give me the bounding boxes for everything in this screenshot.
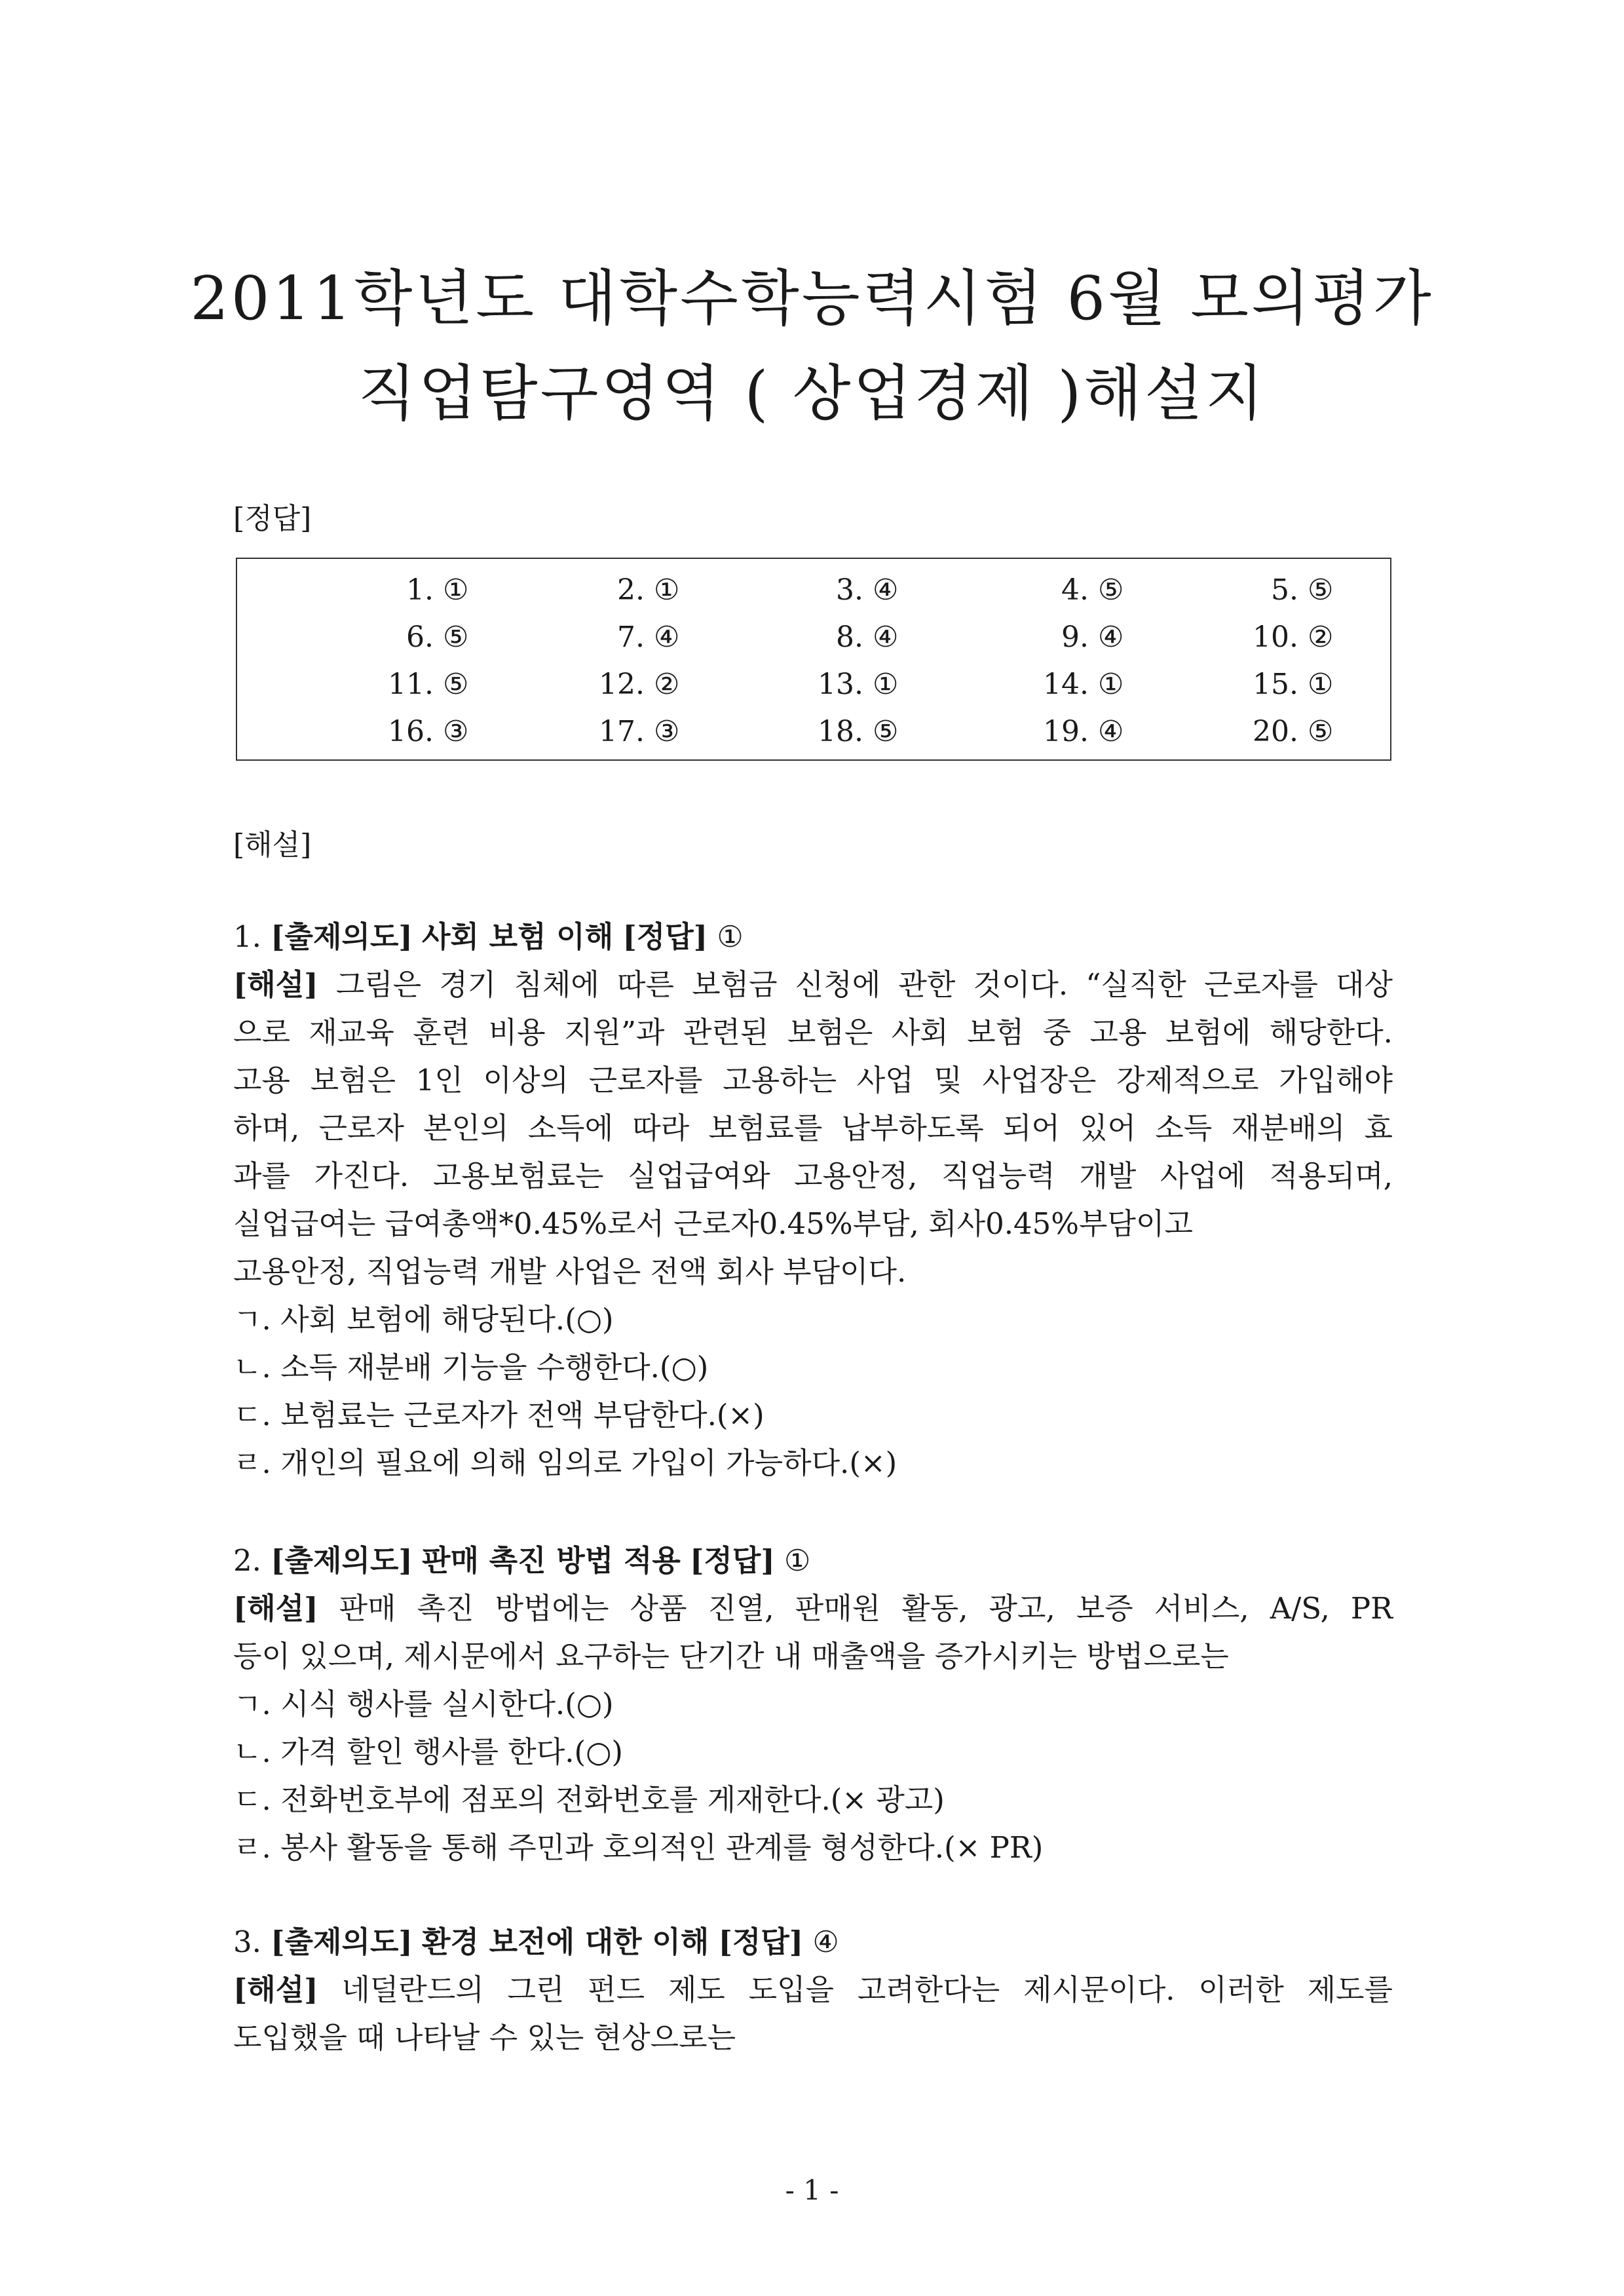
answer-number: 4. (1061, 573, 1089, 607)
question-3-block (233, 1918, 1393, 2061)
question-number: 2. (233, 1543, 261, 1578)
explanation-line (233, 1966, 1393, 2014)
answer-item (719, 715, 899, 748)
explanation-line: 고용안정, 직업능력 개발 사업은 전액 회사 부담이다. (233, 1254, 907, 1289)
answer-mark: ④ (812, 1924, 839, 1959)
answer-item (945, 623, 1124, 652)
answer-mark: ① (717, 919, 744, 954)
answer-number: 1. (406, 573, 434, 607)
answer-mark: ⑤ (873, 715, 899, 748)
answer-item (500, 623, 679, 652)
explanation-line: 하며, 근로자 본인의 소득에 따라 보험료를 납부하도록 되어 있어 소득 재분배의 효 (233, 1111, 1393, 1145)
answer-mark: ⑤ (443, 621, 469, 654)
answer-item (290, 623, 468, 652)
answer-mark: ⑤ (1098, 573, 1124, 607)
answer-item (1154, 573, 1334, 607)
choice-line: ㄴ. 가격 할인 행사를 한다.(○) (233, 1734, 623, 1769)
question-topic: 사회 보험 이해 (422, 919, 614, 954)
explanation-label: [해설] (233, 967, 318, 1002)
explanation-line: 도입했을 때 나타날 수 있는 현상으로는 (233, 2020, 736, 2055)
answer-mark: ④ (873, 621, 899, 654)
document-title-line-2: 직업탐구영역 ( 상업경제 )해설지 (358, 358, 1266, 429)
explanation-line (233, 1584, 1393, 1632)
explanation-line: 등이 있으며, 제시문에서 요구하는 단기간 내 매출액을 증가시키는 방법으로는 (233, 1639, 1229, 1674)
answer-mark: ① (873, 668, 899, 701)
question-topic: 환경 보전에 대한 이해 (422, 1924, 709, 1959)
question-heading (233, 1918, 1393, 1966)
answer-number: 11. (388, 668, 434, 701)
answer-number: 12. (599, 668, 645, 701)
answer-table (236, 558, 1391, 761)
answer-number: 15. (1253, 668, 1298, 701)
choice-line: ㄷ. 보험료는 근로자가 전액 부담한다.(×) (233, 1398, 765, 1432)
intent-label: [출제의도] (271, 1924, 413, 1959)
explanation-line (233, 961, 1393, 1008)
explanation-line: 실업급여는 급여총액*0.45%로서 근로자0.45%부담, 회사0.45%부담이고 (233, 1206, 1193, 1241)
explanation-label: [해설] (233, 1972, 318, 2007)
answer-item (1154, 715, 1334, 748)
answer-mark: ④ (873, 573, 899, 607)
question-number: 1. (233, 919, 261, 954)
answer-label: [정답] (690, 1543, 775, 1578)
answer-item (500, 573, 680, 607)
answer-mark: ① (1308, 668, 1334, 701)
explanation-text: 네덜란드의 그린 펀드 제도 도입을 고려한다는 제시문이다. 이러한 제도를 (318, 1972, 1393, 2007)
answer-mark: ① (1098, 668, 1124, 701)
answer-number: 2. (617, 573, 645, 607)
answer-section-label: [정답] (233, 502, 312, 535)
answer-mark: ① (784, 1543, 811, 1578)
explanation-text: 판매 촉진 방법에는 상품 진열, 판매원 활동, 광고, 보증 서비스, A/S, PR (318, 1591, 1393, 1626)
answer-number: 5. (1271, 573, 1298, 607)
answer-number: 13. (818, 668, 863, 701)
answer-number: 19. (1043, 715, 1089, 748)
explanation-label: [해설] (233, 1591, 318, 1626)
answer-number: 18. (818, 715, 863, 748)
answer-item (1154, 623, 1333, 652)
answer-number: 17. (599, 715, 645, 748)
question-topic: 판매 촉진 방법 적용 (422, 1543, 681, 1578)
answer-item (500, 715, 680, 748)
answer-number: 14. (1043, 668, 1089, 701)
page-number: - 1 - (785, 2174, 839, 2206)
question-number: 3. (233, 1924, 261, 1959)
answer-mark: ① (443, 573, 469, 607)
answer-item (290, 573, 469, 607)
answer-item (1154, 670, 1333, 699)
answer-mark: ③ (654, 715, 680, 748)
answer-number: 7. (617, 621, 645, 654)
answer-mark: ① (654, 573, 680, 607)
answer-item (290, 670, 468, 699)
answer-item (945, 715, 1124, 748)
answer-number: 10. (1253, 621, 1298, 654)
answer-mark: ③ (443, 715, 469, 748)
answer-item (290, 715, 469, 748)
answer-number: 6. (406, 621, 434, 654)
intent-label: [출제의도] (271, 1543, 413, 1578)
choice-line: ㄹ. 개인의 필요에 의해 임의로 가입이 가능하다.(×) (233, 1445, 897, 1480)
answer-mark: ④ (654, 621, 680, 654)
answer-item (945, 670, 1124, 699)
answer-item (500, 670, 679, 699)
choice-line: ㄱ. 사회 보험에 해당된다.(○) (233, 1302, 614, 1337)
answer-mark: ⑤ (1308, 573, 1334, 607)
choice-line: ㄹ. 봉사 활동을 통해 주민과 호의적인 관계를 형성한다.(× PR) (233, 1830, 1044, 1865)
answer-mark: ② (1308, 621, 1334, 654)
answer-mark: ④ (1098, 715, 1124, 748)
question-1-block (233, 913, 1393, 1487)
explanation-section-label: [해설] (233, 828, 312, 862)
answer-number: 8. (836, 621, 863, 654)
explanation-line: 으로 재교육 훈련 비용 지원”과 관련된 보험은 사회 보험 중 고용 보험에 해당한다. (233, 1015, 1393, 1050)
choice-line: ㄴ. 소득 재분배 기능을 수행한다.(○) (233, 1350, 709, 1385)
answer-label: [정답] (622, 919, 708, 954)
answer-mark: ⑤ (1308, 715, 1334, 748)
question-heading (233, 1537, 1393, 1584)
choice-line: ㄷ. 전화번호부에 점포의 전화번호를 게재한다.(× 광고) (233, 1782, 945, 1817)
answer-label: [정답] (718, 1924, 804, 1959)
answer-item (945, 573, 1124, 607)
answer-mark: ⑤ (443, 668, 469, 701)
answer-number: 16. (388, 715, 434, 748)
explanation-line: 고용 보험은 1인 이상의 근로자를 고용하는 사업 및 사업장은 강제적으로 가입해야 (233, 1063, 1393, 1098)
answer-number: 20. (1253, 715, 1298, 748)
choice-line: ㄱ. 시식 행사를 실시한다.(○) (233, 1687, 614, 1721)
question-2-block (233, 1537, 1393, 1871)
explanation-line: 과를 가진다. 고용보험료는 실업급여와 고용안정, 직업능력 개발 사업에 적용되며, (233, 1158, 1393, 1193)
answer-mark: ② (654, 668, 680, 701)
answer-item (719, 573, 899, 607)
intent-label: [출제의도] (271, 919, 413, 954)
answer-item (719, 623, 898, 652)
answer-number: 3. (836, 573, 863, 607)
answer-number: 9. (1061, 621, 1089, 654)
explanation-text: 그림은 경기 침체에 따른 보험금 신청에 관한 것이다. “실직한 근로자를 대상 (318, 967, 1393, 1002)
answer-mark: ④ (1098, 621, 1124, 654)
document-title-line-1: 2011학년도 대학수학능력시험 6월 모의평가 (190, 263, 1434, 334)
answer-item (719, 670, 898, 699)
question-heading (233, 913, 1393, 961)
